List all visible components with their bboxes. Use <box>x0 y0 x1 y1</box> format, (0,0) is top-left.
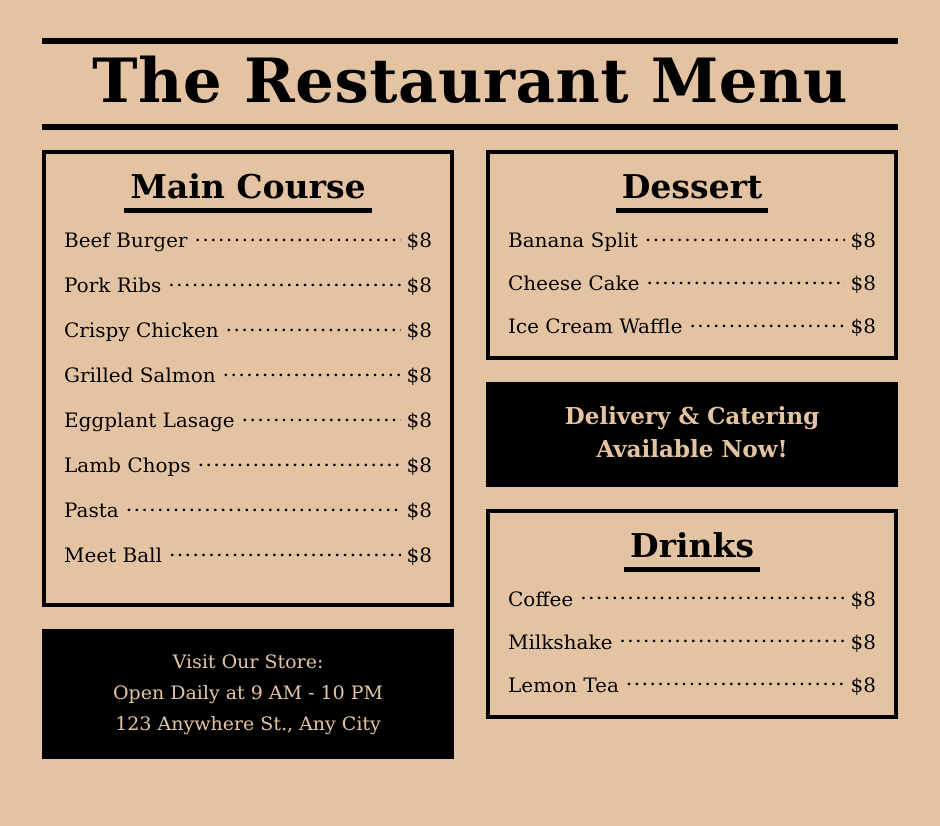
menu-item-row <box>64 452 432 477</box>
item-name: Beef Burger <box>64 227 188 252</box>
dessert-title: Dessert <box>616 168 768 213</box>
store-info-box <box>42 629 454 759</box>
leader-dots <box>645 227 845 247</box>
main-course-title: Main Course <box>124 168 371 213</box>
item-price: $8 <box>850 629 876 654</box>
menu-item-row <box>64 542 432 567</box>
leader-dots <box>168 272 400 292</box>
page-title: The Restaurant Menu <box>92 46 848 117</box>
menu-item-row <box>508 629 876 654</box>
item-name: Eggplant Lasage <box>64 407 235 432</box>
leader-dots <box>194 227 400 247</box>
item-name: Pasta <box>64 497 119 522</box>
promo-box <box>486 382 898 487</box>
item-price: $8 <box>406 497 432 522</box>
item-name: Pork Ribs <box>64 272 162 297</box>
item-price: $8 <box>850 313 876 338</box>
leader-dots <box>619 629 844 649</box>
item-name: Cheese Cake <box>508 270 640 295</box>
item-name: Lamb Chops <box>64 452 191 477</box>
leader-dots <box>647 270 845 290</box>
menu-item-row <box>64 362 432 387</box>
item-name: Meet Ball <box>64 542 162 567</box>
leader-dots <box>223 362 401 382</box>
store-info-line-2: Open Daily at 9 AM - 10 PM <box>112 681 383 704</box>
leader-dots <box>626 672 845 692</box>
item-name: Banana Split <box>508 227 638 252</box>
leader-dots <box>242 407 401 427</box>
leader-dots <box>689 313 844 333</box>
store-info-line-3: 123 Anywhere St., Any City <box>115 712 381 735</box>
leader-dots <box>580 586 844 606</box>
drinks-panel <box>486 509 898 719</box>
item-price: $8 <box>850 672 876 697</box>
menu-columns <box>42 150 898 759</box>
dessert-title-wrap <box>508 168 876 227</box>
main-course-title-wrap <box>64 168 432 227</box>
dessert-panel <box>486 150 898 360</box>
left-column <box>42 150 454 759</box>
item-price: $8 <box>850 227 876 252</box>
leader-dots <box>126 497 401 517</box>
item-price: $8 <box>406 272 432 297</box>
item-name: Lemon Tea <box>508 672 619 697</box>
item-price: $8 <box>406 407 432 432</box>
menu-item-row <box>508 586 876 611</box>
menu-item-row <box>64 497 432 522</box>
menu-item-row <box>508 313 876 338</box>
item-price: $8 <box>406 317 432 342</box>
leader-dots <box>226 317 401 337</box>
drinks-title-wrap <box>508 527 876 586</box>
menu-item-row <box>508 672 876 697</box>
item-name: Milkshake <box>508 629 613 654</box>
menu-item-row <box>508 270 876 295</box>
menu-item-row <box>64 317 432 342</box>
menu-item-row <box>64 272 432 297</box>
menu-page <box>0 38 940 826</box>
leader-dots <box>198 452 401 472</box>
leader-dots <box>169 542 401 562</box>
main-course-panel <box>42 150 454 607</box>
item-price: $8 <box>850 270 876 295</box>
item-name: Ice Cream Waffle <box>508 313 683 338</box>
store-info-line-1: Visit Our Store: <box>172 650 324 673</box>
spacer <box>486 487 898 509</box>
item-price: $8 <box>406 362 432 387</box>
menu-item-row <box>64 407 432 432</box>
promo-line-2: Available Now! <box>596 436 788 464</box>
item-name: Grilled Salmon <box>64 362 216 387</box>
item-price: $8 <box>406 452 432 477</box>
menu-item-row <box>508 227 876 252</box>
promo-line-1: Delivery & Catering <box>564 402 820 430</box>
item-price: $8 <box>850 586 876 611</box>
item-price: $8 <box>406 227 432 252</box>
right-column <box>486 150 898 759</box>
drinks-title: Drinks <box>624 527 760 572</box>
item-name: Coffee <box>508 586 574 611</box>
menu-item-row <box>64 227 432 252</box>
item-name: Crispy Chicken <box>64 317 219 342</box>
menu-header <box>42 38 898 130</box>
item-price: $8 <box>406 542 432 567</box>
